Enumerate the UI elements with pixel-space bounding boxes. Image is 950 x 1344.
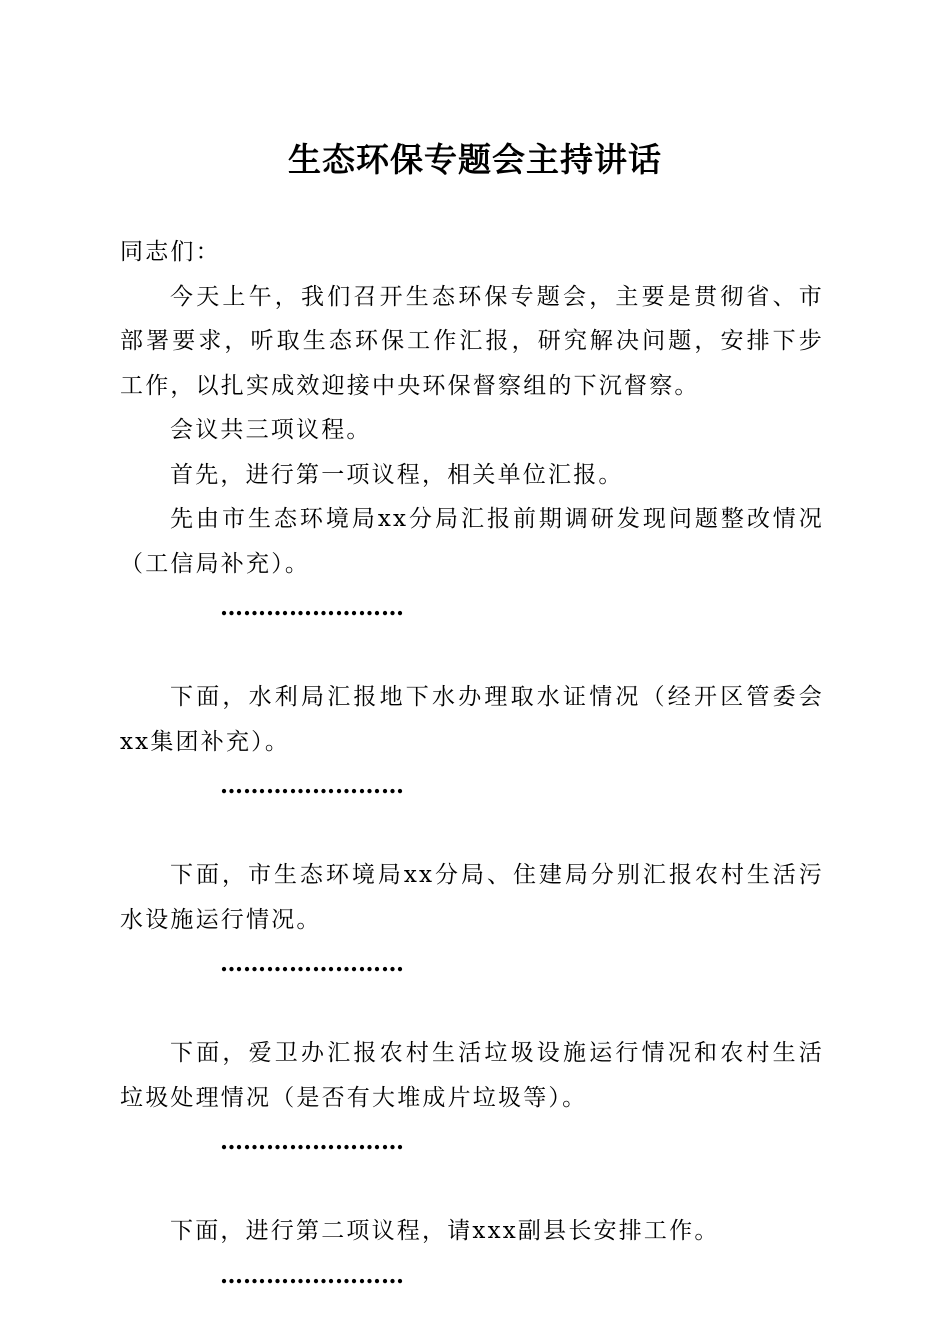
paragraph-agenda-count: 会议共三项议程。 <box>170 417 372 443</box>
document-title: 生态环保专题会主持讲话 <box>288 140 662 179</box>
paragraph-agenda-first: 首先，进行第一项议程，相关单位汇报。 <box>170 461 624 488</box>
ellipsis-placeholder: …………………… <box>220 594 404 621</box>
document-body <box>120 230 824 1343</box>
salutation: 同志们： <box>120 239 221 265</box>
paragraph-report-garbage: 下面，爱卫办汇报农村生活垃圾设施运行情况和农村生活垃圾处理情况（是否有大堆成片垃圾等）。 <box>120 1040 824 1111</box>
ellipsis-placeholder: …………………… <box>220 772 404 799</box>
paragraph-report-water: 下面，水利局汇报地下水办理取水证情况（经开区管委会xx集团补充）。 <box>120 684 824 755</box>
paragraph-report-ecology: 先由市生态环境局xx分局汇报前期调研发现问题整改情况（工信局补充）。 <box>120 506 824 577</box>
paragraph-opening: 今天上午，我们召开生态环保专题会，主要是贯彻省、市部署要求，听取生态环保工作汇报，研究解决问题，安排下步工作，以扎实成效迎接中央环保督察组的下沉督察。 <box>120 283 824 399</box>
paragraph-agenda-second: 下面，进行第二项议程，请xxx副县长安排工作。 <box>170 1218 720 1244</box>
ellipsis-placeholder: …………………… <box>220 1261 404 1289</box>
paragraph-report-sewage: 下面，市生态环境局xx分局、住建局分别汇报农村生活污水设施运行情况。 <box>120 862 824 933</box>
ellipsis-placeholder: …………………… <box>220 950 404 977</box>
ellipsis-placeholder: …………………… <box>220 1128 404 1155</box>
